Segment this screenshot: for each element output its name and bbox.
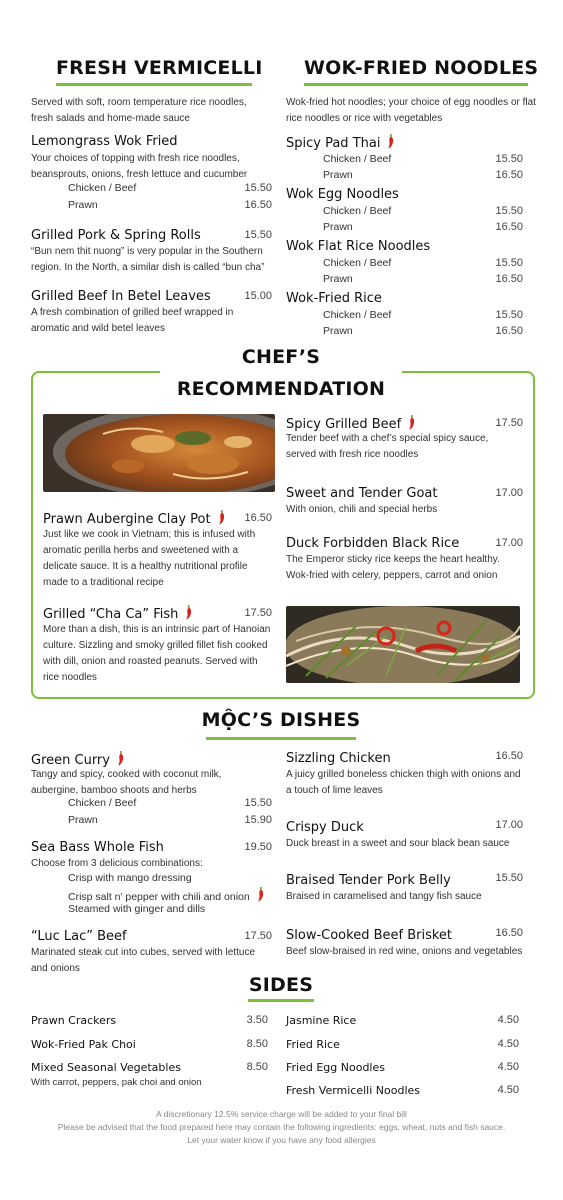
dish-price: 15.50 — [495, 872, 523, 884]
side-price: 8.50 — [246, 1038, 268, 1050]
dish-price: 16.50 — [495, 927, 523, 939]
dish-description: The Emperor sticky rice keeps the heart healthy. Wok-fried with celery, peppers, carrot and onion — [286, 554, 500, 581]
dish-name-text: Spicy Pad Thai — [286, 136, 381, 151]
option-label: Prawn — [323, 169, 353, 181]
side-name: Fresh Vermicelli Noodles — [286, 1084, 421, 1097]
title-underline — [206, 737, 356, 740]
dish-name: Braised Tender Pork Belly — [286, 873, 451, 888]
option-label — [68, 887, 264, 903]
option-price: 16.50 — [495, 273, 523, 285]
title-underline — [304, 83, 528, 86]
dish-name: Wok Egg Noodles — [286, 187, 399, 202]
dish-description: Choose from 3 delicious combinations: — [31, 858, 203, 869]
option-label: Chicken / Beef — [323, 153, 392, 165]
dish-price: 15.00 — [244, 290, 272, 302]
side-price: 3.50 — [246, 1014, 268, 1026]
dish-description: Braised in caramelised and tangy fish sauce — [286, 891, 482, 902]
option-label: Prawn — [68, 814, 98, 826]
chili-icon — [218, 510, 225, 525]
frame-gap — [160, 368, 402, 374]
section-title-sides: SIDES — [248, 974, 314, 996]
option-label: Chicken / Beef — [323, 205, 392, 217]
side-price: 4.50 — [497, 1014, 519, 1026]
dish-price: 19.50 — [244, 841, 272, 853]
side-name: Mixed Seasonal Vegetables — [31, 1061, 181, 1074]
dish-description: “Bun nem thit nuong” is very popular in the Southern region. In the North, a similar dish is called “bun cha” — [31, 246, 265, 273]
section-title-fresh-vermicelli: FRESH VERMICELLI — [56, 57, 263, 79]
noodle-salad-image — [286, 606, 520, 683]
dish-name: Duck Forbidden Black Rice — [286, 536, 460, 551]
dish-description: Your choices of topping with fresh rice noodles, beansprouts, onions, fresh lettuce and cucumber — [31, 153, 248, 180]
side-name: Wok-Fried Pak Choi — [31, 1038, 136, 1051]
dish-name — [43, 510, 225, 527]
dish-name-text: Grilled “Cha Ca” Fish — [43, 607, 179, 622]
dish-name: Wok-Fried Rice — [286, 291, 382, 306]
chili-icon — [408, 415, 415, 430]
dish-price: 15.50 — [244, 229, 272, 241]
option-label: Chicken / Beef — [68, 182, 137, 194]
title-underline — [56, 83, 252, 86]
option-price: 16.50 — [495, 325, 523, 337]
option-price: 16.50 — [495, 169, 523, 181]
dish-description: A juicy grilled boneless chicken thigh with onions and a touch of lime leaves — [286, 769, 521, 796]
option-price: 16.50 — [244, 199, 272, 211]
option-label: Prawn — [323, 221, 353, 233]
clay-pot-image — [43, 414, 275, 492]
dish-description: More than a dish, this is an intrinsic part of Hanoian culture. Sizzling and smoky grilled fillet fish cooked with dill, onion and roasted peanuts. Served with rice noodles — [43, 624, 271, 683]
dish-description: Marinated steak cut into cubes, served with lettuce and onions — [31, 947, 256, 974]
side-name: Prawn Crackers — [31, 1014, 117, 1027]
section-title-wok-fried-noodles: WOK-FRIED NOODLES — [304, 57, 539, 79]
side-price: 4.50 — [497, 1084, 519, 1096]
dish-description: Duck breast in a sweet and sour black bean sauce — [286, 838, 510, 849]
option-label: Crisp with mango dressing — [68, 872, 192, 884]
dish-name: Lemongrass Wok Fried — [31, 134, 178, 149]
option-price: 15.90 — [244, 814, 272, 826]
dish-price: 17.00 — [495, 537, 523, 549]
clay-pot-photo — [43, 414, 275, 492]
dish-name-text: Prawn Aubergine Clay Pot — [43, 512, 211, 527]
option-label: Chicken / Beef — [323, 309, 392, 321]
chili-icon — [257, 887, 264, 902]
dish-price: 16.50 — [495, 750, 523, 762]
dish-description: A fresh combination of grilled beef wrapped in aromatic and wild betel leaves — [31, 307, 234, 334]
dish-name — [286, 415, 415, 432]
service-charge-note: A discretionary 12.5% service charge will be added to your final bill — [156, 1109, 407, 1119]
side-name: Fried Rice — [286, 1038, 340, 1051]
dish-price: 17.50 — [244, 607, 272, 619]
option-text: Crisp salt n’ pepper with chili and onion — [68, 891, 250, 903]
section-title-mocs-dishes: MỘC’S DISHES — [201, 709, 361, 731]
dish-price: 17.00 — [495, 487, 523, 499]
dish-name: Grilled Pork & Spring Rolls — [31, 228, 201, 243]
option-label: Prawn — [68, 199, 98, 211]
dish-name: Sea Bass Whole Fish — [31, 840, 164, 855]
option-label: Steamed with ginger and dills — [68, 903, 206, 915]
option-label: Chicken / Beef — [68, 797, 137, 809]
dish-description: Tangy and spicy, cooked with coconut milk, aubergine, bamboo shoots and herbs — [31, 769, 222, 796]
dish-name: Crispy Duck — [286, 820, 364, 835]
dish-name: Sizzling Chicken — [286, 751, 391, 766]
dish-description: With onion, chili and special herbs — [286, 504, 438, 515]
side-price: 8.50 — [246, 1061, 268, 1073]
side-name: Fried Egg Noodles — [286, 1061, 385, 1074]
side-description: With carrot, peppers, pak choi and onion — [31, 1077, 202, 1088]
dish-name: “Luc Lac” Beef — [31, 929, 127, 944]
option-price: 15.50 — [495, 257, 523, 269]
section-title-chefs-line2: RECOMMENDATION — [176, 378, 386, 400]
side-price: 4.50 — [497, 1038, 519, 1050]
option-price: 15.50 — [495, 153, 523, 165]
dish-price: 17.50 — [244, 930, 272, 942]
dish-name — [31, 751, 124, 768]
dish-name: Sweet and Tender Goat — [286, 486, 438, 501]
option-label: Chicken / Beef — [323, 257, 392, 269]
dish-name: Grilled Beef In Betel Leaves — [31, 289, 211, 304]
side-price: 4.50 — [497, 1061, 519, 1073]
dish-description: Tender beef with a chef’s special spicy sauce, served with fresh rice noodles — [286, 433, 489, 460]
dish-price: 17.00 — [495, 819, 523, 831]
noodle-salad-photo — [286, 606, 520, 683]
option-label: Prawn — [323, 273, 353, 285]
dish-name: Wok Flat Rice Noodles — [286, 239, 431, 254]
option-label: Prawn — [323, 325, 353, 337]
dish-name — [286, 134, 394, 151]
chili-icon — [387, 134, 394, 149]
chili-icon — [185, 605, 192, 620]
option-price: 15.50 — [244, 182, 272, 194]
allergy-note: Please be advised that the food prepared here may contain the following ingredients: eggs, wheat, nuts and fish sauce. Let your water know if you have any food allergies — [57, 1122, 506, 1145]
option-price: 15.50 — [244, 797, 272, 809]
dish-name-text: Green Curry — [31, 753, 110, 768]
option-price: 16.50 — [495, 221, 523, 233]
dish-price: 16.50 — [244, 512, 272, 524]
dish-name — [43, 605, 192, 622]
title-underline — [248, 999, 314, 1002]
option-price: 15.50 — [495, 309, 523, 321]
dish-name: Slow-Cooked Beef Brisket — [286, 928, 453, 943]
dish-price: 17.50 — [495, 417, 523, 429]
side-name: Jasmine Rice — [286, 1014, 357, 1027]
option-price: 15.50 — [495, 205, 523, 217]
dish-name-text: Spicy Grilled Beef — [286, 417, 402, 432]
section-title-chefs-line1: CHEF’S — [241, 346, 321, 368]
section-intro: Wok-fried hot noodles; your choice of egg noodles or flat rice noodles or rice with vegetables — [286, 97, 536, 124]
chili-icon — [117, 751, 124, 766]
dish-description: Beef slow-braised in red wine, onions and vegetables — [286, 946, 523, 957]
section-intro: Served with soft, room temperature rice noodles, fresh salads and home-made sauce — [31, 97, 247, 124]
dish-description: Just like we cook in Vietnam; this is infused with aromatic perilla herbs and sweetened with a delicate sauce. It is a healthy nutritional profile made to a traditional recipe — [43, 529, 256, 588]
